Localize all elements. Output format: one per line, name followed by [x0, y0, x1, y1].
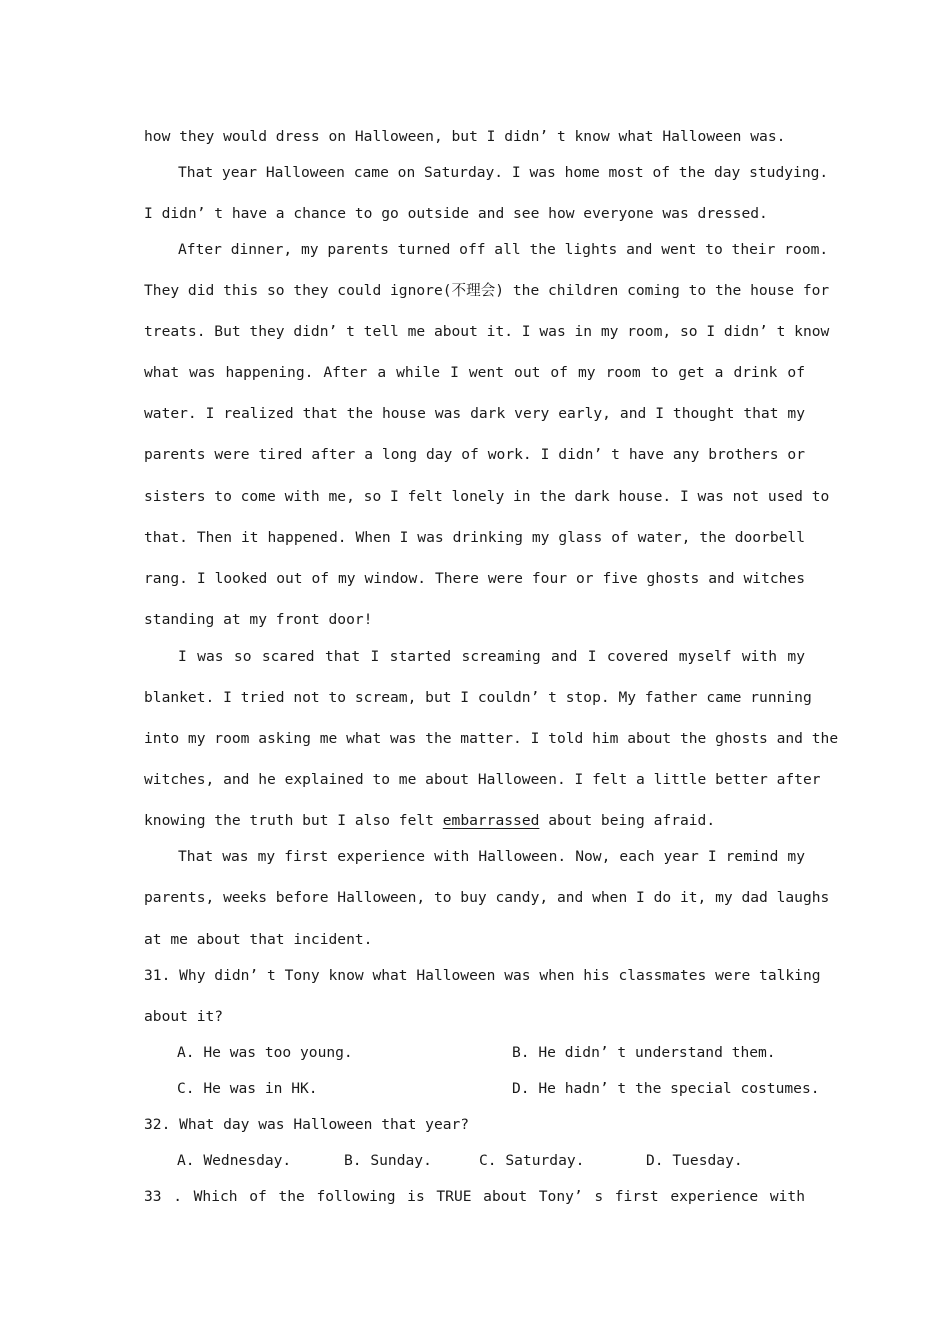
passage-line: what was happening. After a while I went out of my room to get a drink of	[144, 364, 805, 381]
passage-line: That was my first experience with Halloween. Now, each year I remind my	[178, 848, 805, 865]
passage-line: water. I realized that the house was dark very early, and I thought that my	[144, 405, 805, 422]
passage-line: blanket. I tried not to scream, but I couldn’ t stop. My father came running	[144, 689, 812, 706]
passage-line: sisters to come with me, so I felt lonely in the dark house. I was not used to	[144, 488, 830, 505]
question-31-option-a: A. He was too young.	[177, 1044, 353, 1061]
question-32-option-c: C. Saturday.	[479, 1152, 585, 1169]
passage-line: That year Halloween came on Saturday. I was home most of the day studying.	[178, 164, 829, 181]
question-31-stem: 31. Why didn’ t Tony know what Halloween was when his classmates were talking	[144, 967, 821, 984]
question-32-stem: 32. What day was Halloween that year?	[144, 1116, 470, 1133]
question-31-option-d: D. He hadn’ t the special costumes.	[512, 1080, 820, 1097]
passage-line: After dinner, my parents turned off all the lights and went to their room.	[178, 241, 829, 258]
question-31-option-c: C. He was in HK.	[177, 1080, 318, 1097]
passage-line: treats. But they didn’ t tell me about it. I was in my room, so I didn’ t know	[144, 323, 830, 340]
question-31-option-b: B. He didn’ t understand them.	[512, 1044, 776, 1061]
question-31-stem: about it?	[144, 1008, 224, 1025]
passage-line: parents, weeks before Halloween, to buy candy, and when I do it, my dad laughs	[144, 889, 830, 906]
passage-text: about being afraid.	[539, 812, 716, 829]
passage-line: at me about that incident.	[144, 931, 373, 948]
passage-line: how they would dress on Halloween, but I didn’ t know what Halloween was.	[144, 128, 786, 145]
underlined-word: embarrassed	[442, 812, 540, 829]
question-33-stem: 33 . Which of the following is TRUE about Tony’ s first experience with	[144, 1188, 805, 1205]
passage-line: into my room asking me what was the matter. I told him about the ghosts and the	[144, 730, 839, 747]
passage-line: that. Then it happened. When I was drinking my glass of water, the doorbell	[144, 529, 805, 546]
passage-text: knowing the truth but I also felt	[144, 812, 434, 829]
passage-line: I didn’ t have a chance to go outside and see how everyone was dressed.	[144, 205, 768, 222]
passage-line: witches, and he explained to me about Halloween. I felt a little better after	[144, 771, 821, 788]
passage-line	[144, 809, 805, 833]
passage-line: I was so scared that I started screaming and I covered myself with my	[178, 648, 805, 665]
passage-line: They did this so they could ignore(不理会) the children coming to the house for	[144, 282, 830, 299]
passage-line: parents were tired after a long day of work. I didn’ t have any brothers or	[144, 446, 805, 463]
passage-line: standing at my front door!	[144, 611, 373, 628]
question-32-option-a: A. Wednesday.	[177, 1152, 292, 1169]
passage-line: rang. I looked out of my window. There were four or five ghosts and witches	[144, 570, 805, 587]
question-32-option-d: D. Tuesday.	[646, 1152, 743, 1169]
question-32-option-b: B. Sunday.	[344, 1152, 432, 1169]
